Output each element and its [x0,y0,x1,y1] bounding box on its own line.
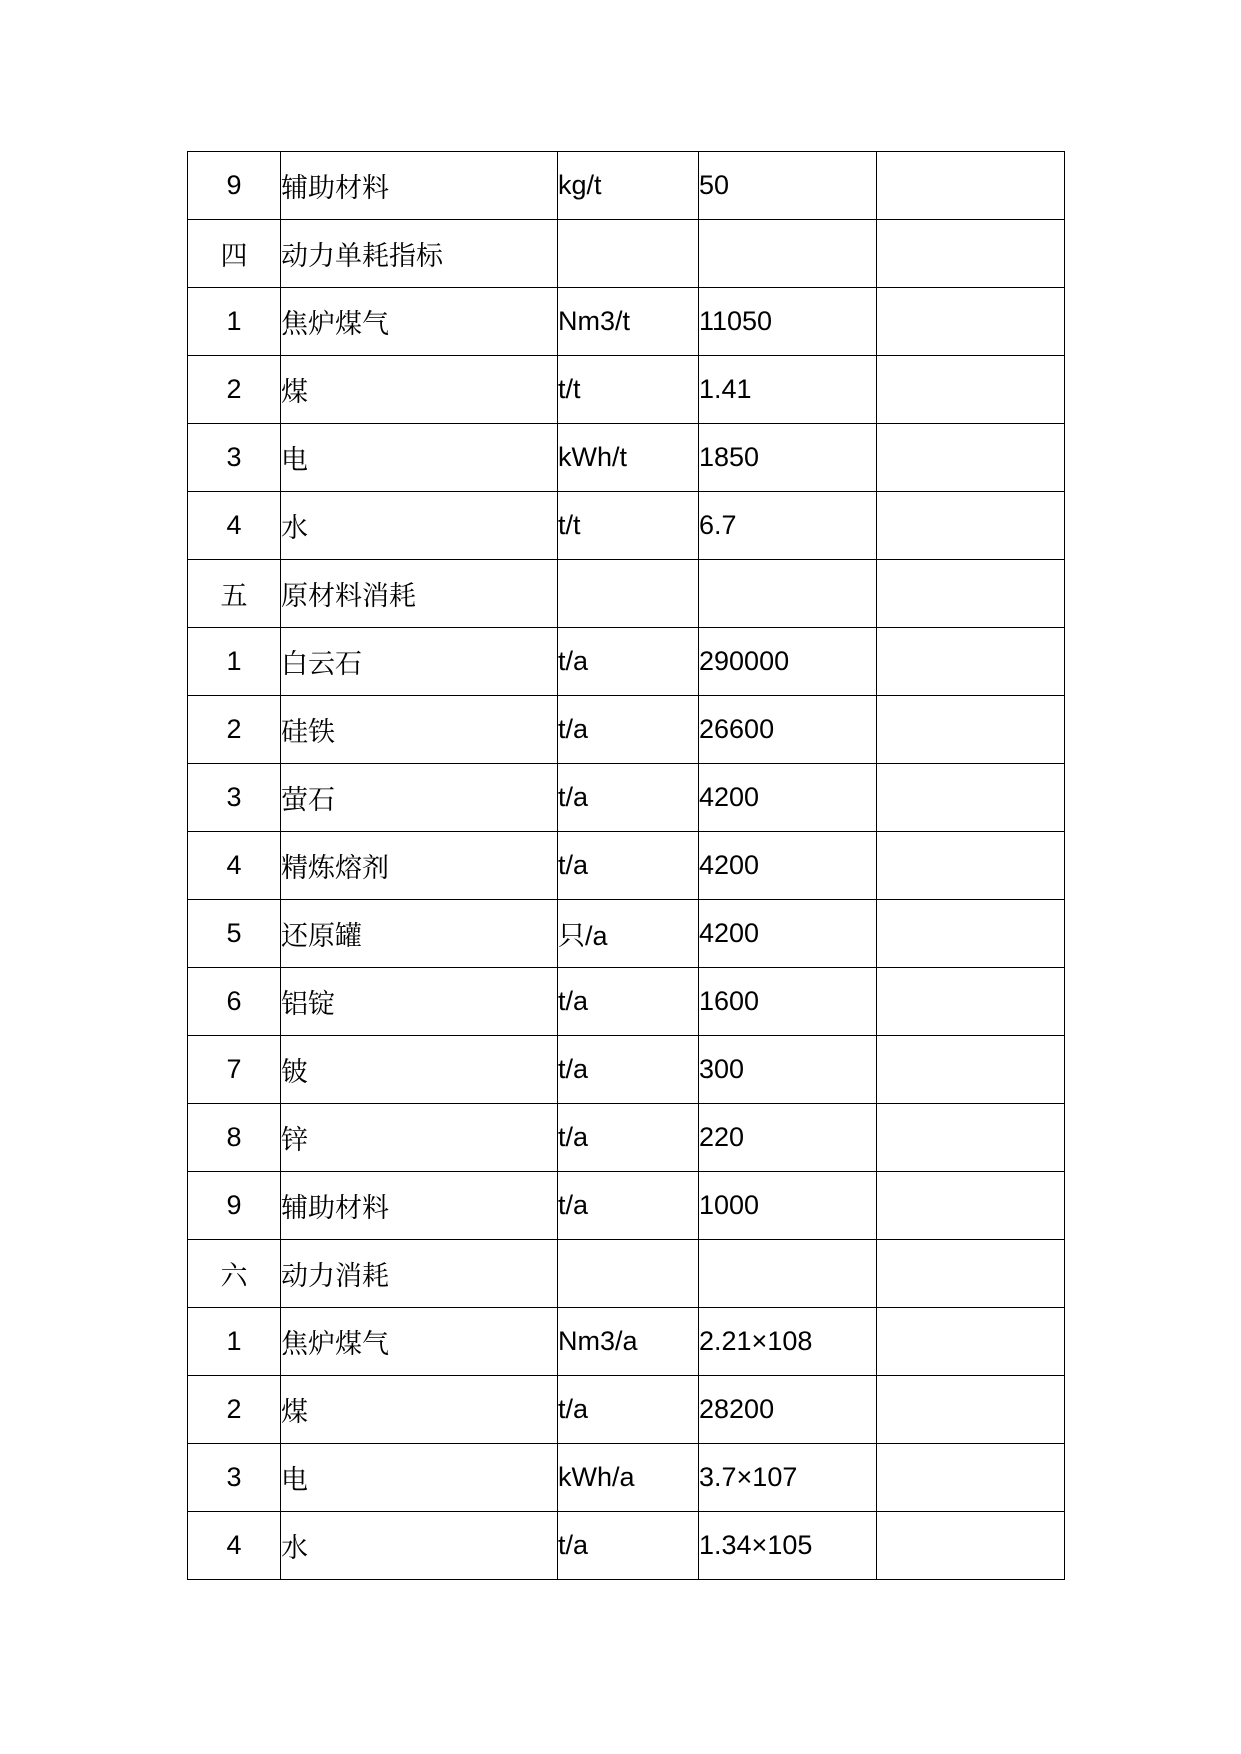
value-cell: 4200 [699,900,877,968]
value-cell: 28200 [699,1376,877,1444]
item-name-cell: 铍 [281,1036,558,1104]
value-cell: 1600 [699,968,877,1036]
table-row [188,764,1065,832]
note-cell [877,220,1065,288]
note-cell [877,1444,1065,1512]
row-number-cell: 1 [188,288,281,356]
value-cell: 4200 [699,764,877,832]
item-name-cell: 辅助材料 [281,1172,558,1240]
note-cell [877,696,1065,764]
item-name-cell: 动力消耗 [281,1240,558,1308]
row-number-cell: 8 [188,1104,281,1172]
note-cell [877,628,1065,696]
value-cell: 26600 [699,696,877,764]
row-number-cell: 6 [188,968,281,1036]
item-name-cell: 焦炉煤气 [281,1308,558,1376]
row-number-cell: 5 [188,900,281,968]
unit-cell: t/a [558,1172,699,1240]
table-row [188,900,1065,968]
row-number-cell: 1 [188,1308,281,1376]
note-cell [877,832,1065,900]
unit-cell: t/t [558,492,699,560]
row-number-cell: 9 [188,152,281,220]
table-row [188,492,1065,560]
row-number-cell: 3 [188,424,281,492]
row-number-cell: 9 [188,1172,281,1240]
table-row [188,1104,1065,1172]
note-cell [877,764,1065,832]
table-row [188,220,1065,288]
value-cell: 300 [699,1036,877,1104]
table-row [188,1172,1065,1240]
note-cell [877,1104,1065,1172]
note-cell [877,560,1065,628]
note-cell [877,152,1065,220]
unit-cell: t/a [558,1512,699,1580]
table-body [188,152,1065,1580]
row-number-cell: 2 [188,696,281,764]
note-cell [877,900,1065,968]
item-name-cell: 水 [281,492,558,560]
row-number-cell: 1 [188,628,281,696]
unit-cell [558,560,699,628]
item-name-cell: 煤 [281,356,558,424]
unit-cell: t/a [558,1376,699,1444]
table-row [188,1376,1065,1444]
note-cell [877,1172,1065,1240]
value-cell: 290000 [699,628,877,696]
value-cell: 1.34×105 [699,1512,877,1580]
note-cell [877,968,1065,1036]
unit-cell: t/a [558,764,699,832]
value-cell: 11050 [699,288,877,356]
note-cell [877,1512,1065,1580]
value-cell: 1850 [699,424,877,492]
value-cell: 2.21×108 [699,1308,877,1376]
unit-cell: Nm3/a [558,1308,699,1376]
unit-cell: t/a [558,628,699,696]
table-row [188,424,1065,492]
unit-cell: t/a [558,1104,699,1172]
item-name-cell: 辅助材料 [281,152,558,220]
note-cell [877,424,1065,492]
table-row [188,356,1065,424]
unit-cell: t/a [558,832,699,900]
table-row [188,1444,1065,1512]
unit-cell: t/a [558,1036,699,1104]
value-cell: 3.7×107 [699,1444,877,1512]
item-name-cell: 水 [281,1512,558,1580]
value-cell: 1000 [699,1172,877,1240]
table-row [188,288,1065,356]
note-cell [877,1308,1065,1376]
table-row [188,1036,1065,1104]
value-cell [699,560,877,628]
table-row [188,1308,1065,1376]
note-cell [877,1036,1065,1104]
value-cell [699,1240,877,1308]
table-row [188,1240,1065,1308]
value-cell [699,220,877,288]
item-name-cell: 白云石 [281,628,558,696]
value-cell: 4200 [699,832,877,900]
row-number-cell: 3 [188,764,281,832]
item-name-cell: 原材料消耗 [281,560,558,628]
item-name-cell: 萤石 [281,764,558,832]
row-number-cell: 2 [188,1376,281,1444]
unit-cell: kg/t [558,152,699,220]
unit-cell [558,1240,699,1308]
note-cell [877,1376,1065,1444]
row-number-cell: 五 [188,560,281,628]
value-cell: 1.41 [699,356,877,424]
note-cell [877,356,1065,424]
item-name-cell: 电 [281,424,558,492]
item-name-cell: 电 [281,1444,558,1512]
item-name-cell: 铝锭 [281,968,558,1036]
item-name-cell: 精炼熔剂 [281,832,558,900]
table-row [188,968,1065,1036]
unit-cell [558,220,699,288]
table-row [188,560,1065,628]
unit-cell: t/t [558,356,699,424]
table-row [188,832,1065,900]
consumption-table [187,151,1065,1580]
unit-cell: Nm3/t [558,288,699,356]
item-name-cell: 硅铁 [281,696,558,764]
note-cell [877,492,1065,560]
row-number-cell: 2 [188,356,281,424]
table-row [188,1512,1065,1580]
item-name-cell: 焦炉煤气 [281,288,558,356]
table-row [188,152,1065,220]
row-number-cell: 4 [188,492,281,560]
unit-cell: t/a [558,696,699,764]
row-number-cell: 3 [188,1444,281,1512]
item-name-cell: 还原罐 [281,900,558,968]
row-number-cell: 7 [188,1036,281,1104]
note-cell [877,1240,1065,1308]
item-name-cell: 锌 [281,1104,558,1172]
row-number-cell: 六 [188,1240,281,1308]
value-cell: 50 [699,152,877,220]
row-number-cell: 4 [188,1512,281,1580]
value-cell: 220 [699,1104,877,1172]
note-cell [877,288,1065,356]
row-number-cell: 4 [188,832,281,900]
unit-cell: 只/a [558,900,699,968]
value-cell: 6.7 [699,492,877,560]
unit-cell: kWh/t [558,424,699,492]
table-row [188,628,1065,696]
row-number-cell: 四 [188,220,281,288]
table-row [188,696,1065,764]
unit-cell: t/a [558,968,699,1036]
unit-cell: kWh/a [558,1444,699,1512]
item-name-cell: 煤 [281,1376,558,1444]
item-name-cell: 动力单耗指标 [281,220,558,288]
